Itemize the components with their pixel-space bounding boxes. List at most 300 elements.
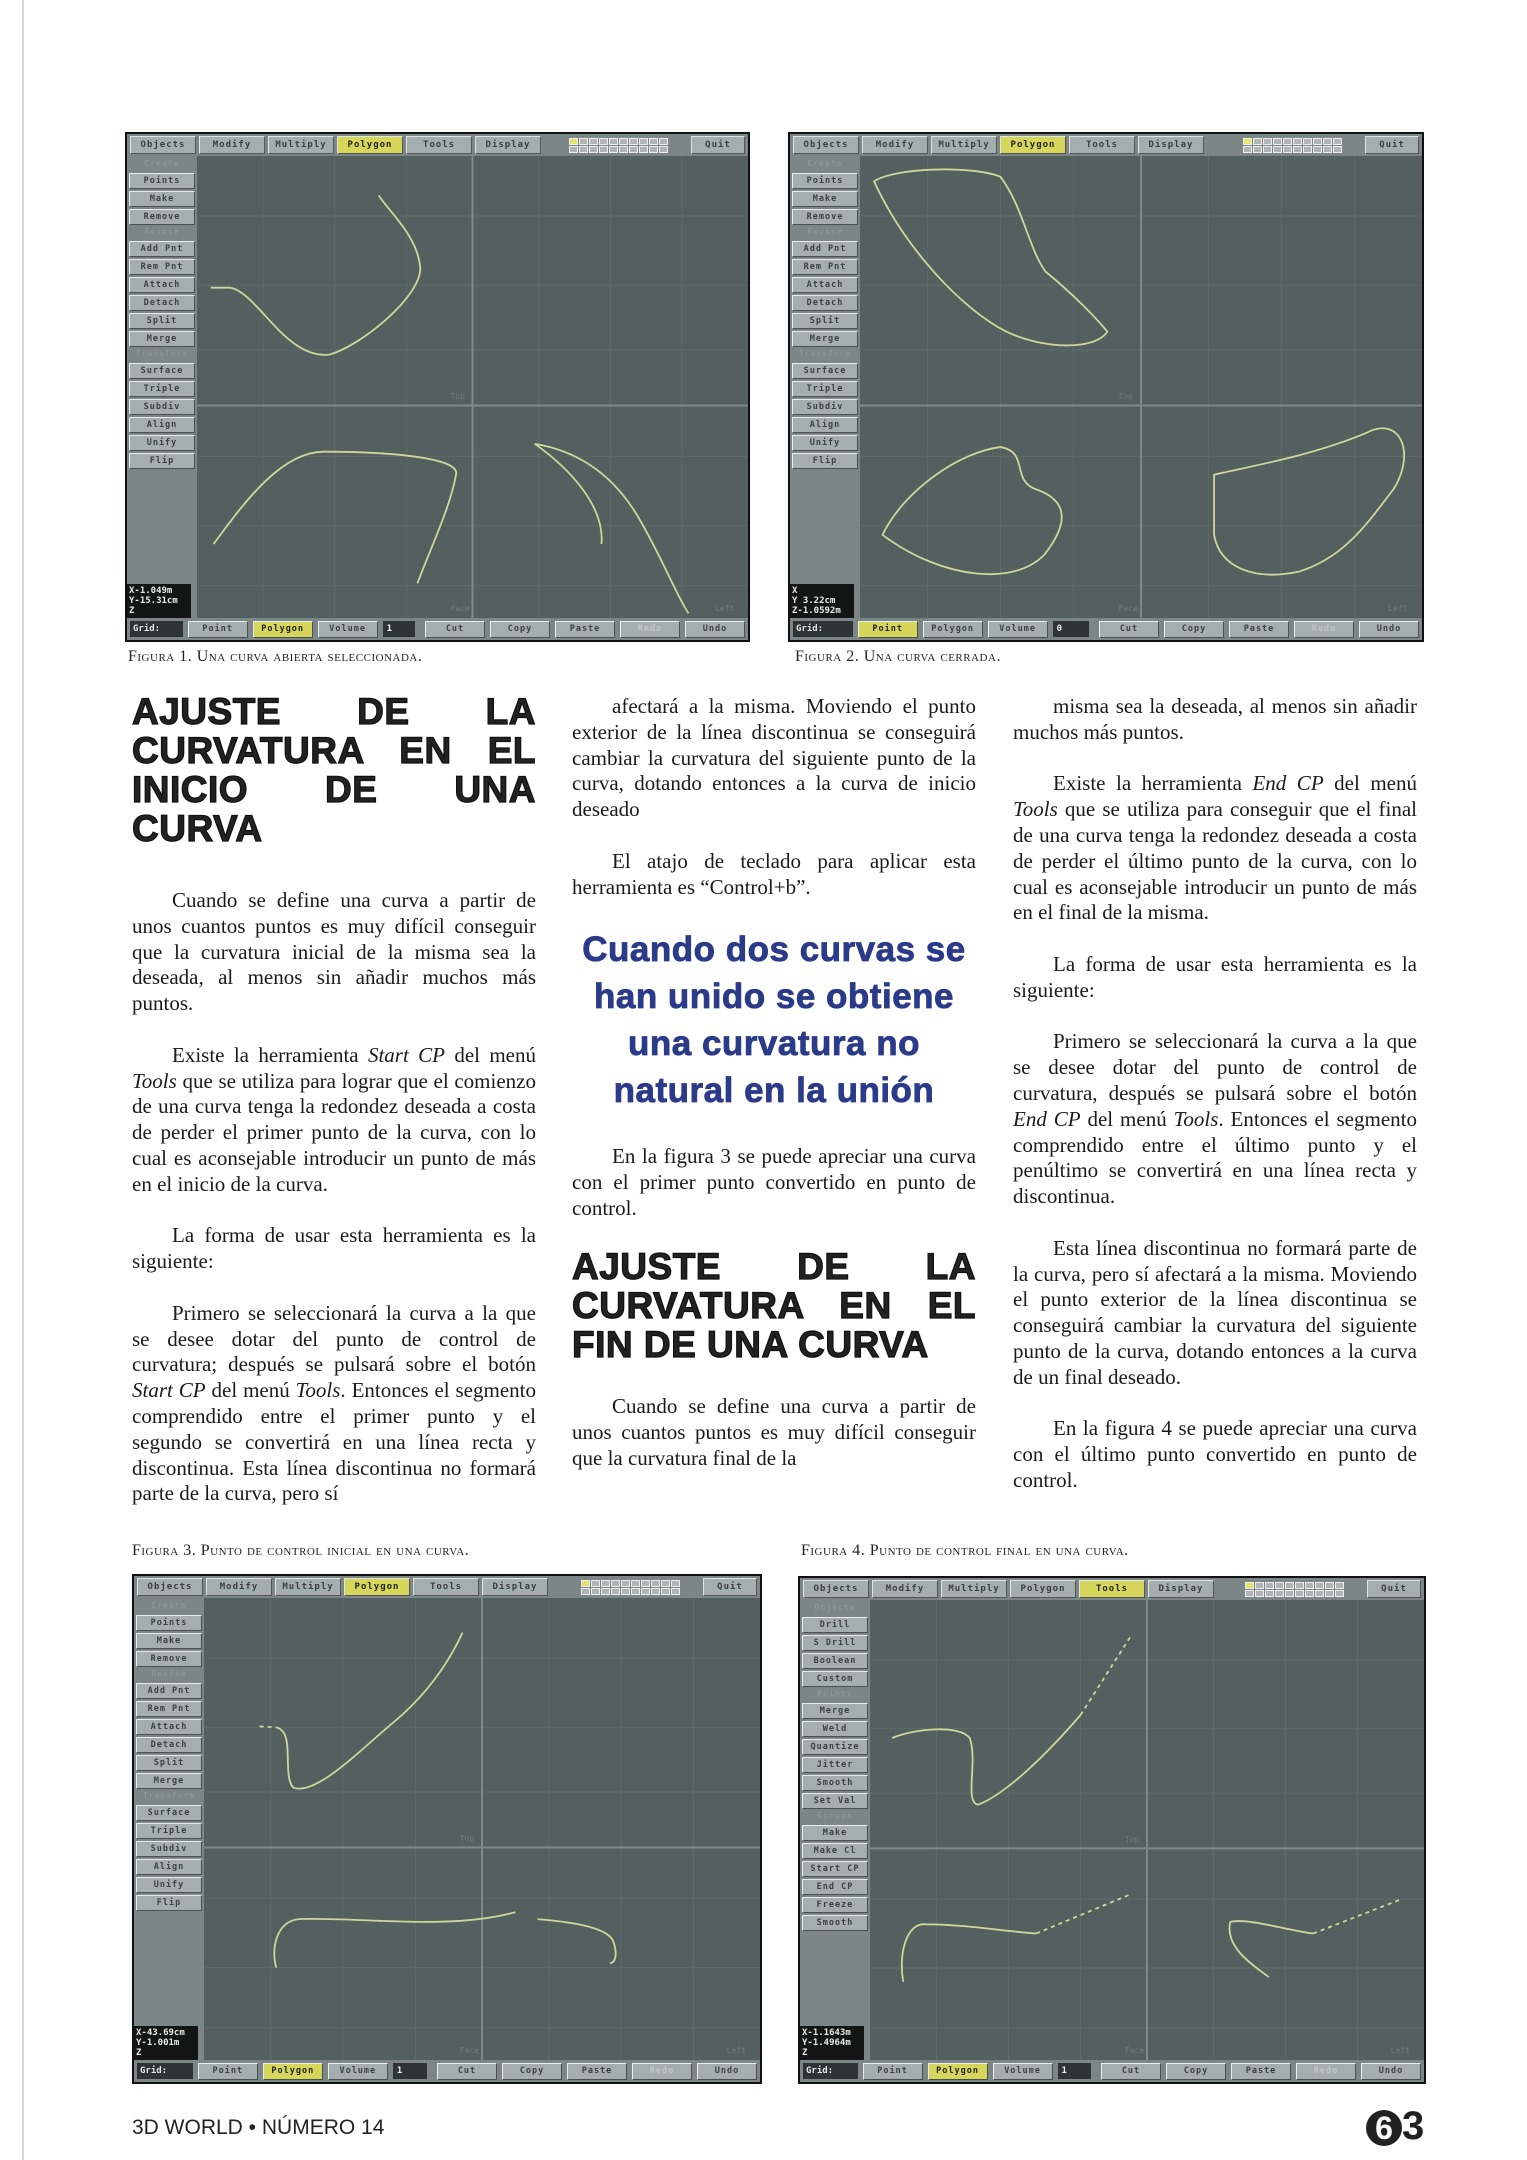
text: del menú: [1080, 1106, 1174, 1131]
layer-button[interactable]: [1335, 1582, 1344, 1589]
layer-button[interactable]: [1255, 1590, 1264, 1597]
grid-field[interactable]: Grid:: [130, 621, 183, 637]
undo-button[interactable]: Undo: [685, 621, 745, 638]
sidebar-button-jitter[interactable]: Jitter: [802, 1757, 868, 1773]
tab-modify[interactable]: Modify: [872, 1580, 938, 1598]
paste-button[interactable]: Paste: [567, 2063, 627, 2080]
paragraph: [132, 1043, 536, 1198]
sidebar-button-triple[interactable]: Triple: [129, 381, 195, 397]
layer-button[interactable]: [1243, 138, 1252, 145]
text: En la figura 4 se puede apreciar una curva con el último punto convertido en punto de control.: [1013, 1416, 1417, 1492]
layer-button[interactable]: [599, 146, 608, 153]
sidebar-button-detach[interactable]: Detach: [792, 295, 858, 311]
article-column-2: [572, 694, 976, 1498]
quit-button[interactable]: Quit: [1367, 1580, 1421, 1598]
layer-button[interactable]: [641, 1580, 650, 1587]
cut-button[interactable]: Cut: [1099, 621, 1159, 638]
text: El atajo de teclado para aplicar esta herramienta es “Control+b”.: [572, 848, 976, 899]
layer-button[interactable]: [1303, 146, 1312, 153]
sidebar-button-merge[interactable]: Merge: [792, 331, 858, 347]
layer-button[interactable]: [1285, 1590, 1294, 1597]
layer-button[interactable]: [589, 146, 598, 153]
layer-button[interactable]: [1275, 1590, 1284, 1597]
layer-button[interactable]: [631, 1588, 640, 1595]
sidebar-button-detach[interactable]: Detach: [136, 1737, 202, 1753]
sidebar-button-s-drill[interactable]: S Drill: [802, 1635, 868, 1651]
sidebar-group-create: Create: [144, 159, 180, 168]
sidebar-button-attach[interactable]: Attach: [792, 277, 858, 293]
coordinate-value: Y-15.31cm: [129, 596, 178, 606]
layer-button[interactable]: [1295, 1582, 1304, 1589]
sidebar-button-smooth[interactable]: Smooth: [802, 1775, 868, 1791]
sidebar-button-detach[interactable]: Detach: [129, 295, 195, 311]
sidebar-button-drill[interactable]: Drill: [802, 1617, 868, 1633]
tab-objects[interactable]: Objects: [803, 1580, 869, 1598]
sidebar-button-flip[interactable]: Flip: [136, 1895, 202, 1911]
control-point-segment[interactable]: [1036, 1894, 1130, 1933]
curve[interactable]: [882, 447, 1061, 574]
sidebar-button-unify[interactable]: Unify: [792, 435, 858, 451]
layer-button[interactable]: [1253, 138, 1262, 145]
tool-sidebar: [127, 156, 197, 618]
text: Existe la herramienta: [172, 1042, 368, 1067]
section-heading-start: AJUSTE DE LA CURVATURA EN EL INICIO DE UNA CURVA: [132, 691, 536, 849]
figure-1-caption: Figura 1. Una curva abierta seleccionada.: [128, 648, 423, 665]
tab-objects[interactable]: Objects: [137, 1578, 203, 1596]
sidebar-button-subdiv[interactable]: Subdiv: [129, 399, 195, 415]
tab-display[interactable]: Display: [475, 136, 541, 154]
text: La forma de usar esta herramienta es la siguiente:: [132, 1223, 536, 1274]
tab-objects[interactable]: Objects: [793, 136, 859, 154]
layer-button[interactable]: [1313, 146, 1322, 153]
layer-button[interactable]: [641, 1588, 650, 1595]
sidebar-button-subdiv[interactable]: Subdiv: [792, 399, 858, 415]
sidebar-button-remove[interactable]: Remove: [136, 1651, 202, 1667]
tool-sidebar: [800, 1600, 870, 2060]
curve[interactable]: [1230, 1921, 1313, 1933]
tab-multiply[interactable]: Multiply: [268, 136, 334, 154]
quit-button[interactable]: Quit: [703, 1578, 757, 1596]
mode-volume-button[interactable]: Volume: [993, 2063, 1053, 2080]
quit-button[interactable]: Quit: [1365, 136, 1419, 154]
text: . Entonces el segmento comprendido entre el último punto y el penúltimo se convertirá en una línea recta y discontinua.: [1013, 1106, 1417, 1209]
sidebar-button-merge[interactable]: Merge: [129, 331, 195, 347]
sidebar-button-custom[interactable]: Custom: [802, 1671, 868, 1687]
layer-button[interactable]: [651, 1588, 660, 1595]
coordinate-value: Y-1.001m: [136, 2038, 180, 2048]
pull-quote: Cuando dos curvas se han unido se obtiene una curvatura no natural en la unión: [582, 930, 966, 1111]
paragraph: [132, 1301, 536, 1507]
layer-button[interactable]: [611, 1588, 620, 1595]
layer-button[interactable]: [609, 138, 618, 145]
undo-button[interactable]: Undo: [697, 2063, 757, 2080]
sidebar-button-merge[interactable]: Merge: [802, 1703, 868, 1719]
paragraph: [1013, 771, 1417, 926]
curve[interactable]: [535, 444, 689, 614]
sidebar-button-add-pnt[interactable]: Add Pnt: [792, 241, 858, 257]
sidebar-button-rem-pnt[interactable]: Rem Pnt: [129, 259, 195, 275]
copy-button[interactable]: Copy: [1166, 2063, 1226, 2080]
viewport-label-left: Left: [726, 2046, 746, 2056]
column-3-body: [1013, 694, 1417, 1494]
column-1-body: [132, 888, 536, 1507]
viewport-label-face: Face: [1124, 2046, 1145, 2056]
tab-modify[interactable]: Modify: [199, 136, 265, 154]
layer-button[interactable]: [1265, 1590, 1274, 1597]
layer-button[interactable]: [649, 146, 658, 153]
coordinate-value: X-43.69cm: [136, 2028, 185, 2038]
layer-button[interactable]: [589, 138, 598, 145]
layer-button[interactable]: [1273, 146, 1282, 153]
column-2-body-c: [572, 1394, 976, 1471]
layer-button[interactable]: [1243, 146, 1252, 153]
layer-button[interactable]: [591, 1588, 600, 1595]
tab-tools[interactable]: Tools: [1079, 1580, 1145, 1598]
paragraph: [1013, 694, 1417, 746]
layer-button[interactable]: [1333, 146, 1342, 153]
layer-button[interactable]: [671, 1588, 680, 1595]
tab-display[interactable]: Display: [1148, 1580, 1214, 1598]
sidebar-button-flip[interactable]: Flip: [129, 453, 195, 469]
viewport-canvas[interactable]: [860, 156, 1422, 618]
layer-button[interactable]: [1293, 138, 1302, 145]
curve[interactable]: [1214, 428, 1404, 574]
sidebar-button-end-cp[interactable]: End CP: [802, 1879, 868, 1895]
sidebar-group-revise: Revise: [144, 227, 180, 236]
paragraph: [572, 694, 976, 823]
layer-button[interactable]: [649, 138, 658, 145]
text: afectará a la misma. Moviendo el punto exterior de la línea discontinua se conseguirá cambiar la curvatura del siguiente punto de la curva, dotando entonces a la curva de inicio deseado: [572, 694, 976, 822]
layer-button[interactable]: [1263, 146, 1272, 153]
sidebar-button-align[interactable]: Align: [136, 1859, 202, 1875]
layer-button[interactable]: [591, 1580, 600, 1587]
text: del menú: [1323, 771, 1417, 796]
layer-button[interactable]: [1325, 1590, 1334, 1597]
sidebar-button-boolean[interactable]: Boolean: [802, 1653, 868, 1669]
sidebar-button-subdiv[interactable]: Subdiv: [136, 1841, 202, 1857]
tab-display[interactable]: Display: [1138, 136, 1204, 154]
layer-button[interactable]: [579, 138, 588, 145]
mode-volume-button[interactable]: Volume: [988, 621, 1048, 638]
sidebar-button-flip[interactable]: Flip: [792, 453, 858, 469]
cut-button[interactable]: Cut: [1101, 2063, 1161, 2080]
layer-button[interactable]: [1313, 138, 1322, 145]
layer-button[interactable]: [601, 1588, 610, 1595]
redo-button[interactable]: Redo: [1294, 621, 1354, 638]
sidebar-button-triple[interactable]: Triple: [136, 1823, 202, 1839]
tab-polygon[interactable]: Polygon: [1010, 1580, 1076, 1598]
control-point-segment[interactable]: [1081, 1637, 1131, 1715]
page-number-second-digit: 3: [1402, 2104, 1425, 2148]
layer-button[interactable]: [601, 1580, 610, 1587]
sidebar-button-set-val[interactable]: Set Val: [802, 1793, 868, 1809]
tool-sidebar: [134, 1598, 204, 2060]
redo-button[interactable]: Redo: [632, 2063, 692, 2080]
sidebar-button-align[interactable]: Align: [792, 417, 858, 433]
mode-polygon-button[interactable]: Polygon: [923, 621, 983, 638]
layer-button[interactable]: [1245, 1582, 1254, 1589]
coordinate-value: X: [792, 586, 798, 596]
viewport-label-top: Top: [450, 391, 465, 401]
tab-multiply[interactable]: Multiply: [931, 136, 997, 154]
layer-button[interactable]: [639, 146, 648, 153]
tab-polygon[interactable]: Polygon: [344, 1578, 410, 1596]
sidebar-button-surface[interactable]: Surface: [792, 363, 858, 379]
mode-point-button[interactable]: Point: [198, 2063, 258, 2080]
layer-button[interactable]: [631, 1580, 640, 1587]
sidebar-button-make[interactable]: Make: [136, 1633, 202, 1649]
tab-multiply[interactable]: Multiply: [941, 1580, 1007, 1598]
sidebar-group-transform: Transform: [798, 349, 852, 358]
layer-button[interactable]: [1315, 1590, 1324, 1597]
layer-button[interactable]: [639, 138, 648, 145]
coordinate-value: X-1.049m: [129, 586, 173, 596]
sidebar-button-surface[interactable]: Surface: [129, 363, 195, 379]
tab-modify[interactable]: Modify: [862, 136, 928, 154]
sidebar-button-unify[interactable]: Unify: [136, 1877, 202, 1893]
layer-button[interactable]: [569, 138, 578, 145]
paragraph: [132, 1223, 536, 1275]
menu-bar: [790, 134, 1422, 156]
text: . Entonces el segmento comprendido entre el primer punto y el segundo se convertirá en una línea recta y discontinua. Esta línea discontinua no formará parte de la curva, pero sí: [132, 1378, 536, 1506]
layer-button[interactable]: [1305, 1582, 1314, 1589]
sidebar-button-add-pnt[interactable]: Add Pnt: [129, 241, 195, 257]
sidebar-button-freeze[interactable]: Freeze: [802, 1897, 868, 1913]
sidebar-group-revise: Revise: [807, 227, 843, 236]
sidebar-button-weld[interactable]: Weld: [802, 1721, 868, 1737]
sidebar-button-smooth[interactable]: Smooth: [802, 1915, 868, 1931]
tab-display[interactable]: Display: [482, 1578, 548, 1596]
layer-buttons: [569, 138, 668, 153]
sidebar-button-split[interactable]: Split: [129, 313, 195, 329]
layer-button[interactable]: [621, 1580, 630, 1587]
grid-field[interactable]: Grid:: [137, 2063, 193, 2079]
undo-button[interactable]: Undo: [1361, 2063, 1421, 2080]
layer-button[interactable]: [1283, 138, 1292, 145]
copy-button[interactable]: Copy: [1164, 621, 1224, 638]
mode-volume-button[interactable]: Volume: [318, 621, 378, 638]
cut-button[interactable]: Cut: [425, 621, 485, 638]
curve[interactable]: [274, 1912, 515, 1967]
mode-polygon-button[interactable]: Polygon: [928, 2063, 988, 2080]
layer-button[interactable]: [611, 1580, 620, 1587]
tab-objects[interactable]: Objects: [130, 136, 196, 154]
sidebar-button-merge[interactable]: Merge: [136, 1773, 202, 1789]
layer-button[interactable]: [661, 1580, 670, 1587]
curve[interactable]: [211, 195, 420, 355]
cut-button[interactable]: Cut: [437, 2063, 497, 2080]
sidebar-button-points[interactable]: Points: [136, 1615, 202, 1631]
menu-bar: [800, 1578, 1424, 1600]
paste-button[interactable]: Paste: [1231, 2063, 1291, 2080]
curve[interactable]: [902, 1924, 1036, 1982]
curve[interactable]: [276, 1633, 462, 1789]
tool-sidebar: [790, 156, 860, 618]
viewport[interactable]: [870, 1600, 1424, 2060]
paragraph: [1013, 1236, 1417, 1391]
layer-button[interactable]: [1305, 1590, 1314, 1597]
figure-4-caption: Figura 4. Punto de control final en una curva.: [801, 1542, 1129, 1559]
viewport-canvas[interactable]: [870, 1600, 1424, 2060]
sidebar-button-rem-pnt[interactable]: Rem Pnt: [792, 259, 858, 275]
sidebar-button-make[interactable]: Make: [802, 1825, 868, 1841]
bottom-toolbar: [790, 618, 1422, 640]
layer-button[interactable]: [621, 1588, 630, 1595]
workspace: [127, 156, 748, 618]
viewport-label-left: Left: [1388, 604, 1408, 614]
curve[interactable]: [538, 1919, 616, 1963]
layer-button[interactable]: [581, 1588, 590, 1595]
paste-button[interactable]: Paste: [555, 621, 615, 638]
sidebar-button-unify[interactable]: Unify: [129, 435, 195, 451]
menu-bar: [134, 1576, 760, 1598]
column-2-body-b: [572, 1144, 976, 1221]
viewport-canvas[interactable]: [204, 1598, 760, 2060]
mode-polygon-button[interactable]: Polygon: [263, 2063, 323, 2080]
sidebar-button-rem-pnt[interactable]: Rem Pnt: [136, 1701, 202, 1717]
sidebar-button-align[interactable]: Align: [129, 417, 195, 433]
paragraph: [572, 849, 976, 901]
layer-button[interactable]: [1275, 1582, 1284, 1589]
layer-button[interactable]: [651, 1580, 660, 1587]
sidebar-button-quantize[interactable]: Quantize: [802, 1739, 868, 1755]
selection-count: 1: [383, 621, 415, 637]
layer-button[interactable]: [1273, 138, 1282, 145]
sidebar-button-attach[interactable]: Attach: [136, 1719, 202, 1735]
layer-button[interactable]: [659, 146, 668, 153]
tab-polygon[interactable]: Polygon: [337, 136, 403, 154]
grid-field[interactable]: Grid:: [793, 621, 853, 637]
paragraph: [1013, 952, 1417, 1004]
tab-tools[interactable]: Tools: [406, 136, 472, 154]
mode-point-button[interactable]: Point: [858, 621, 918, 638]
layer-button[interactable]: [659, 138, 668, 145]
viewport-label-top: Top: [1118, 391, 1133, 401]
sidebar-button-split[interactable]: Split: [136, 1755, 202, 1771]
viewport-canvas[interactable]: [197, 156, 748, 618]
layer-button[interactable]: [1303, 138, 1312, 145]
viewport-label-left: Left: [714, 604, 735, 614]
sidebar-group-create: Create: [151, 1601, 187, 1610]
tab-tools[interactable]: Tools: [413, 1578, 479, 1596]
layer-button[interactable]: [1265, 1582, 1274, 1589]
coordinate-value: Z-1.0592m: [792, 606, 841, 616]
viewport-label-face: Face: [1118, 604, 1138, 614]
tab-tools[interactable]: Tools: [1069, 136, 1135, 154]
coordinate-value: Y-1.4964m: [802, 2038, 851, 2048]
article-column-3: [1013, 694, 1417, 1520]
sidebar-button-remove[interactable]: Remove: [129, 209, 195, 225]
layer-button[interactable]: [1283, 146, 1292, 153]
layer-button[interactable]: [609, 146, 618, 153]
mode-volume-button[interactable]: Volume: [328, 2063, 388, 2080]
sidebar-button-make[interactable]: Make: [792, 191, 858, 207]
mode-point-button[interactable]: Point: [863, 2063, 923, 2080]
layer-button[interactable]: [1245, 1590, 1254, 1597]
redo-button[interactable]: Redo: [1296, 2063, 1356, 2080]
sidebar-button-points[interactable]: Points: [129, 173, 195, 189]
layer-button[interactable]: [1253, 146, 1262, 153]
tab-modify[interactable]: Modify: [206, 1578, 272, 1596]
layer-button[interactable]: [569, 146, 578, 153]
viewport[interactable]: [204, 1598, 760, 2060]
sidebar-button-make-cl[interactable]: Make Cl: [802, 1843, 868, 1859]
redo-button[interactable]: Redo: [620, 621, 680, 638]
layer-button[interactable]: [619, 146, 628, 153]
layer-button[interactable]: [1325, 1582, 1334, 1589]
layer-button[interactable]: [1323, 146, 1332, 153]
layer-button[interactable]: [1255, 1582, 1264, 1589]
layer-button[interactable]: [1263, 138, 1272, 145]
layer-button[interactable]: [579, 146, 588, 153]
mode-polygon-button[interactable]: Polygon: [253, 621, 313, 638]
layer-button[interactable]: [619, 138, 628, 145]
section-heading-end: AJUSTE DE LA CURVATURA EN EL FIN DE UNA CURVA: [572, 1246, 976, 1366]
tab-polygon[interactable]: Polygon: [1000, 136, 1066, 154]
viewport-label-face: Face: [459, 2046, 480, 2056]
layer-button[interactable]: [1335, 1590, 1344, 1597]
layer-button[interactable]: [1295, 1590, 1304, 1597]
bottom-toolbar: [127, 618, 748, 640]
footer-magazine-issue: 3D WORLD • NÚMERO 14: [132, 2116, 385, 2139]
layer-button[interactable]: [629, 146, 638, 153]
text: La forma de usar esta herramienta es la siguiente:: [1013, 951, 1417, 1002]
text: misma sea la deseada, al menos sin añadir muchos más puntos.: [1013, 694, 1417, 744]
sidebar-button-attach[interactable]: Attach: [129, 277, 195, 293]
layer-button[interactable]: [1315, 1582, 1324, 1589]
grid-field[interactable]: Grid:: [803, 2063, 858, 2079]
figure-3-modeler-window: [132, 1574, 762, 2084]
sidebar-button-surface[interactable]: Surface: [136, 1805, 202, 1821]
copy-button[interactable]: Copy: [502, 2063, 562, 2080]
mode-point-button[interactable]: Point: [188, 621, 248, 638]
paragraph: [572, 1144, 976, 1221]
selection-count: 1: [393, 2063, 427, 2079]
sidebar-button-make[interactable]: Make: [129, 191, 195, 207]
layer-button[interactable]: [629, 138, 638, 145]
layer-button[interactable]: [661, 1588, 670, 1595]
viewport[interactable]: [197, 156, 748, 618]
page-edge: [22, 0, 24, 2160]
viewport-label-face: Face: [450, 604, 470, 614]
sidebar-button-start-cp[interactable]: Start CP: [802, 1861, 868, 1877]
quit-button[interactable]: Quit: [691, 136, 745, 154]
layer-button[interactable]: [581, 1580, 590, 1587]
tab-multiply[interactable]: Multiply: [275, 1578, 341, 1596]
page-number: [1366, 2104, 1424, 2149]
sidebar-button-split[interactable]: Split: [792, 313, 858, 329]
curve[interactable]: [1229, 1922, 1268, 1977]
paste-button[interactable]: Paste: [1229, 621, 1289, 638]
viewport[interactable]: [860, 156, 1422, 618]
layer-button[interactable]: [671, 1580, 680, 1587]
layer-button[interactable]: [1323, 138, 1332, 145]
sidebar-button-points[interactable]: Points: [792, 173, 858, 189]
layer-buttons: [1245, 1582, 1344, 1597]
layer-button[interactable]: [1293, 146, 1302, 153]
layer-button[interactable]: [599, 138, 608, 145]
figure-3-caption: Figura 3. Punto de control inicial en una curva.: [132, 1542, 470, 1559]
sidebar-button-remove[interactable]: Remove: [792, 209, 858, 225]
sidebar-button-add-pnt[interactable]: Add Pnt: [136, 1683, 202, 1699]
sidebar-button-triple[interactable]: Triple: [792, 381, 858, 397]
layer-button[interactable]: [1285, 1582, 1294, 1589]
copy-button[interactable]: Copy: [490, 621, 550, 638]
undo-button[interactable]: Undo: [1359, 621, 1419, 638]
curve[interactable]: [874, 169, 1107, 345]
layer-button[interactable]: [1333, 138, 1342, 145]
tool-name: End CP: [1252, 771, 1324, 796]
